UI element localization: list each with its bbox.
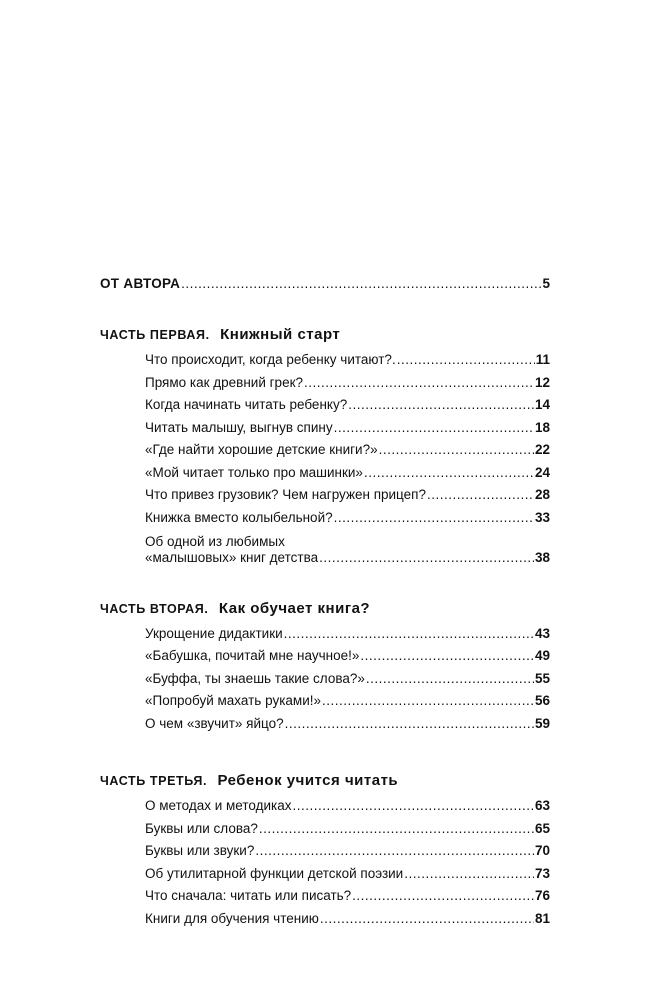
- toc-entry-title: Книжка вместо колыбельной?: [145, 509, 333, 525]
- dot-leader: [397, 352, 535, 368]
- dot-leader: [334, 420, 534, 436]
- toc-entry[interactable]: [145, 648, 550, 671]
- toc-entry[interactable]: [145, 693, 550, 716]
- dot-leader: [427, 487, 534, 503]
- toc-entry-title: Когда начинать читать ребенку?: [145, 397, 348, 412]
- toc-entry-title: Буквы или звуки?: [145, 843, 255, 858]
- toc-page-number: 28: [534, 487, 550, 502]
- toc-page-number: 81: [534, 910, 550, 926]
- toc-entry[interactable]: [145, 465, 550, 488]
- dot-leader: [322, 693, 534, 709]
- dot-leader: [334, 510, 534, 526]
- dot-leader: [404, 866, 534, 882]
- toc-entry-title: «Попробуй махать руками!»: [145, 693, 321, 708]
- toc-page-number: 59: [534, 715, 550, 731]
- toc-entry[interactable]: [145, 626, 550, 649]
- part-entries: [145, 626, 550, 739]
- toc-page-number: 56: [534, 693, 550, 708]
- part-heading: [100, 326, 550, 344]
- toc-entry-title: «Бабушка, почитай мне научное!»: [145, 648, 360, 663]
- toc-page-number: 38: [534, 549, 550, 565]
- toc-page-number: 63: [534, 798, 550, 813]
- toc-entry-title: Книги для обучения чтению: [145, 910, 319, 926]
- toc-entry-title: ОТ АВТОРА: [100, 276, 181, 291]
- toc-entry[interactable]: [145, 888, 550, 911]
- dot-leader: [320, 911, 534, 927]
- toc-entry[interactable]: [145, 671, 550, 694]
- toc-entry[interactable]: [145, 821, 550, 844]
- toc-entry-title: Прямо как древний грек?: [145, 374, 303, 390]
- dot-leader: [364, 465, 534, 481]
- toc-page-number: 70: [534, 843, 550, 858]
- toc-entry-title: О чем «звучит» яйцо?: [145, 715, 284, 731]
- toc-entry-title: Укрощение дидактики: [145, 625, 283, 641]
- toc-entry-author[interactable]: [100, 276, 550, 292]
- toc-entry-title: «Где найти хорошие детские книги?»: [145, 442, 378, 457]
- dot-leader: [285, 716, 534, 732]
- toc-entry[interactable]: [145, 843, 550, 866]
- toc-entry[interactable]: [145, 716, 550, 739]
- table-of-contents: [100, 272, 550, 933]
- part-title: Ребенок учится читать: [217, 772, 399, 789]
- toc-entry-multiline[interactable]: [145, 534, 550, 566]
- toc-entry-title: Об утилитарной функции детской поэзии: [145, 865, 404, 881]
- toc-entry[interactable]: [145, 442, 550, 465]
- toc-entry[interactable]: [145, 798, 550, 821]
- part-title: Как обучает книга?: [218, 599, 371, 617]
- toc-page-number: 12: [534, 374, 550, 390]
- dot-leader: [181, 276, 541, 292]
- toc-entry-title: Что сначала: читать или писать?: [145, 888, 352, 903]
- toc-entry[interactable]: [145, 375, 550, 398]
- part-entries: [145, 798, 550, 933]
- part-entries: [145, 352, 550, 566]
- toc-page-number: 55: [534, 670, 550, 686]
- toc-page-number: 5: [542, 276, 550, 291]
- toc-page-number: 18: [534, 419, 550, 435]
- toc-entry-title: «Буффа, ты знаешь такие слова?»: [145, 670, 365, 686]
- toc-entry[interactable]: [145, 487, 550, 510]
- toc-page-number: 43: [534, 625, 550, 641]
- dot-leader: [319, 550, 534, 566]
- toc-entry[interactable]: [145, 420, 550, 443]
- toc-page-number: 24: [534, 464, 550, 480]
- dot-leader: [259, 821, 534, 837]
- toc-page-number: 14: [534, 397, 550, 412]
- toc-entry-title: Что происходит, когда ребенку читают?.: [145, 352, 396, 367]
- toc-entry-title: Что привез грузовик? Чем нагружен прицеп?: [145, 487, 426, 502]
- dot-leader: [292, 798, 533, 814]
- toc-entry[interactable]: [145, 397, 550, 420]
- toc-page-number: 65: [534, 820, 550, 836]
- toc-entry-title: Читать малышу, выгнув спину: [145, 419, 333, 435]
- dot-leader: [352, 888, 534, 904]
- dot-leader: [366, 671, 534, 687]
- toc-entry-title: «Мой читает только про машинки»: [145, 464, 363, 480]
- toc-entry-title-line2: «малышовых» книг детства: [145, 549, 319, 565]
- part-label: ЧАСТЬ ПЕРВАЯ.: [100, 328, 210, 342]
- toc-page-number: 76: [534, 888, 550, 903]
- toc-page-number: 49: [534, 648, 550, 663]
- toc-page-number: 33: [534, 509, 550, 525]
- part-label: ЧАСТЬ ТРЕТЬЯ.: [100, 774, 208, 788]
- toc-page-number: 73: [534, 865, 550, 881]
- dot-leader: [348, 397, 534, 413]
- toc-page-number: 11: [535, 352, 550, 367]
- toc-entry[interactable]: [145, 510, 550, 533]
- toc-entry-title: Буквы или слова?: [145, 820, 258, 836]
- part-heading: [100, 772, 550, 790]
- part-title: Книжный старт: [220, 326, 341, 343]
- part-label: ЧАСТЬ ВТОРАЯ.: [100, 601, 209, 616]
- toc-entry[interactable]: [145, 866, 550, 889]
- dot-leader: [360, 648, 534, 664]
- toc-page-number: 22: [534, 442, 550, 457]
- toc-entry[interactable]: [145, 911, 550, 934]
- dot-leader: [379, 442, 534, 458]
- dot-leader: [255, 843, 534, 859]
- dot-leader: [304, 375, 534, 391]
- toc-entry[interactable]: [145, 352, 550, 375]
- dot-leader: [284, 626, 534, 642]
- toc-entry-title-line1: Об одной из любимых: [145, 534, 285, 549]
- toc-entry-line2: [145, 550, 550, 566]
- toc-entry-title: О методах и методиках: [145, 798, 292, 813]
- part-heading: [100, 600, 550, 618]
